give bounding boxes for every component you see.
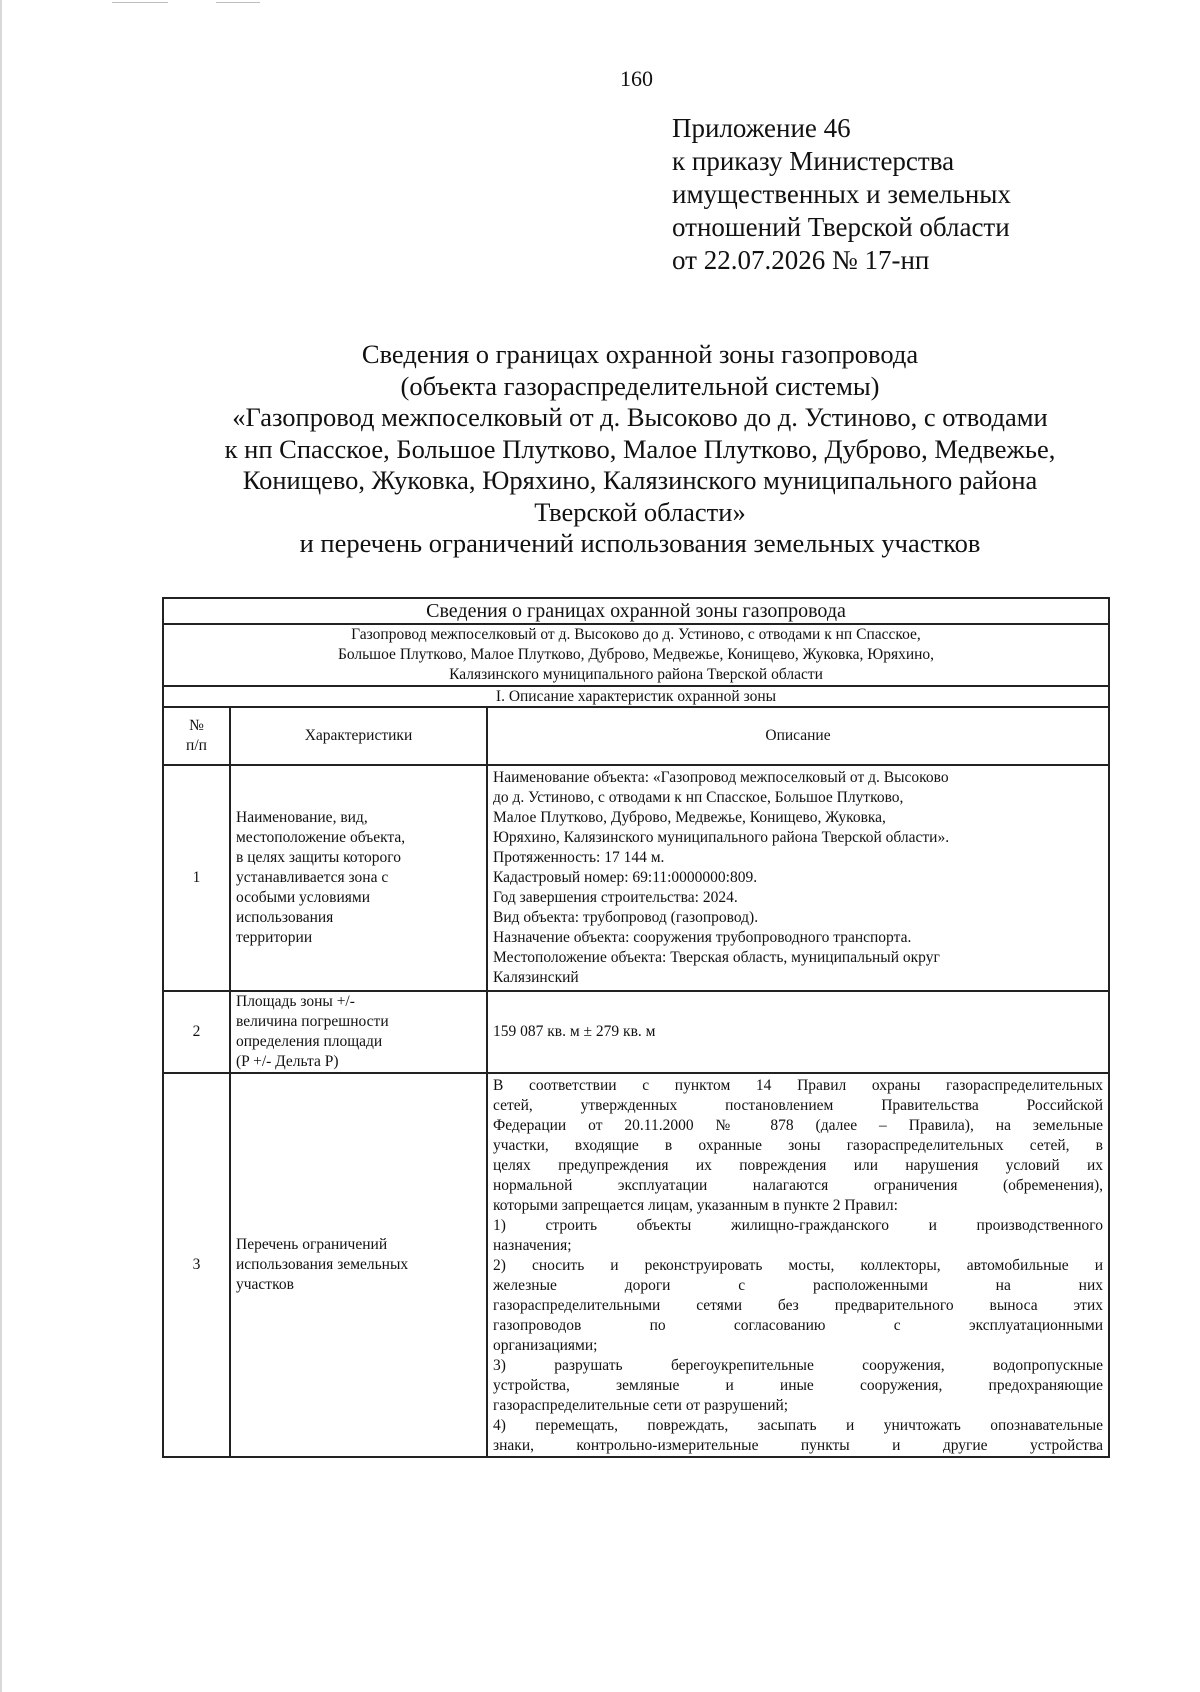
characteristic-line: территории [236,929,313,946]
restriction-line: железные дороги с расположенными на них [493,1277,1103,1294]
title-line: к нп Спасское, Большое Плутково, Малое Плутково, Дуброво, Медвежье, [224,433,1056,464]
restriction-line: организациями; [493,1337,598,1354]
restriction-line: устройства, земляные и иные сооружения, предохраняющие [493,1377,1103,1394]
row-description: 159 087 кв. м ± 279 кв. м [487,991,1109,1073]
section-heading: I. Описание характеристик охранной зоны [163,686,1109,707]
description-line: Протяженность: 17 144 м. [493,849,665,866]
restriction-line: нормальной эксплуатации налагаются ограничения (обременения), [493,1177,1103,1194]
description-line: до д. Устиново, с отводами к нп Спасское, Большое Плутково, [493,789,904,806]
title-line: Конищево, Жуковка, Юряхино, Калязинского муниципального района [242,465,1038,495]
restriction-line: 3) разрушать берегоукрепительные сооружения, водопропускные [493,1357,1103,1374]
page-number: 160 [620,66,653,91]
scan-artifact [112,2,168,3]
characteristic-line: в целях защиты которого [236,849,401,866]
description-line: Вид объекта: трубопровод (газопровод). [493,909,759,926]
table-row [163,765,1109,991]
title-line: Сведения о границах охранной зоны газопровода [361,339,919,369]
scan-edge [0,0,2,1692]
column-header-description: Описание [487,707,1109,765]
characteristic-line: Наименование, вид, [236,809,368,826]
zone-info-table [162,597,1110,1458]
appendix-line: от 22.07.2026 № 17-нп [672,245,930,275]
restriction-line: газопроводов по согласованию с эксплуатационными [493,1317,1103,1334]
characteristic-line: использования [236,909,334,926]
description-line: Калязинский [493,969,579,986]
description-line: Местоположение объекта: Тверская область, муниципальный округ [493,949,940,966]
table-subject [163,624,1109,686]
title-line: (объекта газораспределительной системы) [400,370,880,401]
subject-line: Калязинского муниципального района Тверской области [449,666,823,683]
description-line: Наименование объекта: «Газопровод межпоселковый от д. Высоково [493,769,949,786]
characteristic-line: определения площади [236,1033,383,1050]
restriction-line: газораспределительные сети от разрушений; [493,1397,789,1414]
title-line: и перечень ограничений использования земельных участков [299,528,981,558]
row-number: 2 [163,991,230,1073]
column-header-num-abbr: п/п [186,737,207,754]
column-header-characteristics: Характеристики [230,707,487,765]
row-characteristic [230,991,487,1073]
row-characteristic [230,1073,487,1457]
row-description [487,765,1109,991]
table-header-row [163,598,1109,624]
table-header: Сведения о границах охранной зоны газопровода [163,598,1109,624]
characteristic-line: (P +/- Дельта P) [236,1053,339,1070]
scan-artifact [216,2,260,3]
row-number: 3 [163,1073,230,1457]
characteristic-line: устанавливается зона с [236,869,389,886]
restriction-line: 1) строить объекты жилищно-гражданского и производственного [493,1217,1103,1234]
column-header-row [163,707,1109,765]
description-line: Кадастровый номер: 69:11:0000000:809. [493,869,758,886]
appendix-line: имущественных и земельных [672,179,1011,209]
characteristic-line: участков [236,1276,294,1293]
restriction-line: целях предупреждения их повреждения или нарушения условий их [493,1157,1103,1174]
appendix-line: к приказу Министерства [672,146,955,176]
restriction-line: Федерации от 20.11.2000 № 878 (далее – Правила), на земельные [493,1117,1103,1134]
description-line: Юряхино, Калязинского муниципального района Тверской области». [493,829,950,846]
title-line: Тверской области» [534,496,746,527]
row-number: 1 [163,765,230,991]
restriction-line: 4) перемещать, повреждать, засыпать и уничтожать опознавательные [493,1417,1103,1434]
table-row [163,1073,1109,1457]
characteristic-line: Площадь зоны +/- [236,993,355,1010]
description-line: Назначение объекта: сооружения трубопроводного транспорта. [493,929,912,946]
restriction-line: 2) сносить и реконструировать мосты, коллекторы, автомобильные и [493,1257,1103,1274]
restriction-line: назначения; [493,1237,572,1254]
restriction-line: сетей, утвержденных постановлением Правительства Российской [493,1097,1103,1114]
table-row [163,991,1109,1073]
characteristic-line: Перечень ограничений [236,1236,388,1253]
appendix-reference [672,112,1011,277]
column-header-num-symbol: № [189,717,204,734]
characteristic-line: величина погрешности [236,1013,389,1030]
table-section-row [163,686,1109,707]
document-title [160,339,1120,560]
restriction-line: которыми запрещается лицам, указанным в пункте 2 Правил: [493,1197,898,1214]
restriction-line: газораспределительными сетями без предварительного выноса этих [493,1297,1103,1314]
table-subject-row [163,624,1109,686]
subject-line: Большое Плутково, Малое Плутково, Дуброво, Медвежье, Конищево, Жуковка, Юряхино, [337,646,935,663]
description-line: Год завершения строительства: 2024. [493,889,738,906]
row-characteristic [230,765,487,991]
characteristic-line: особыми условиями [236,889,371,906]
restriction-line: знаки, контрольно-измерительные пункты и другие устройства [493,1437,1103,1454]
appendix-line: отношений Тверской области [672,212,1010,242]
characteristic-line: использования земельных [236,1256,409,1273]
column-header-num [163,707,230,765]
title-line: «Газопровод межпоселковый от д. Высоково до д. Устиново, с отводами [232,402,1048,432]
restriction-line: В соответствии с пунктом 14 Правил охраны газораспределительных [493,1077,1103,1094]
subject-line: Газопровод межпоселковый от д. Высоково до д. Устиново, с отводами к нп Спасское, [351,626,921,643]
restrictions-description [487,1073,1109,1457]
restriction-line: участки, входящие в охранные зоны газораспределительных сетей, в [493,1137,1103,1154]
appendix-line: Приложение 46 [672,113,851,143]
characteristic-line: местоположение объекта, [236,829,406,846]
description-line: Малое Плутково, Дуброво, Медвежье, Конищево, Жуковка, [493,809,886,826]
